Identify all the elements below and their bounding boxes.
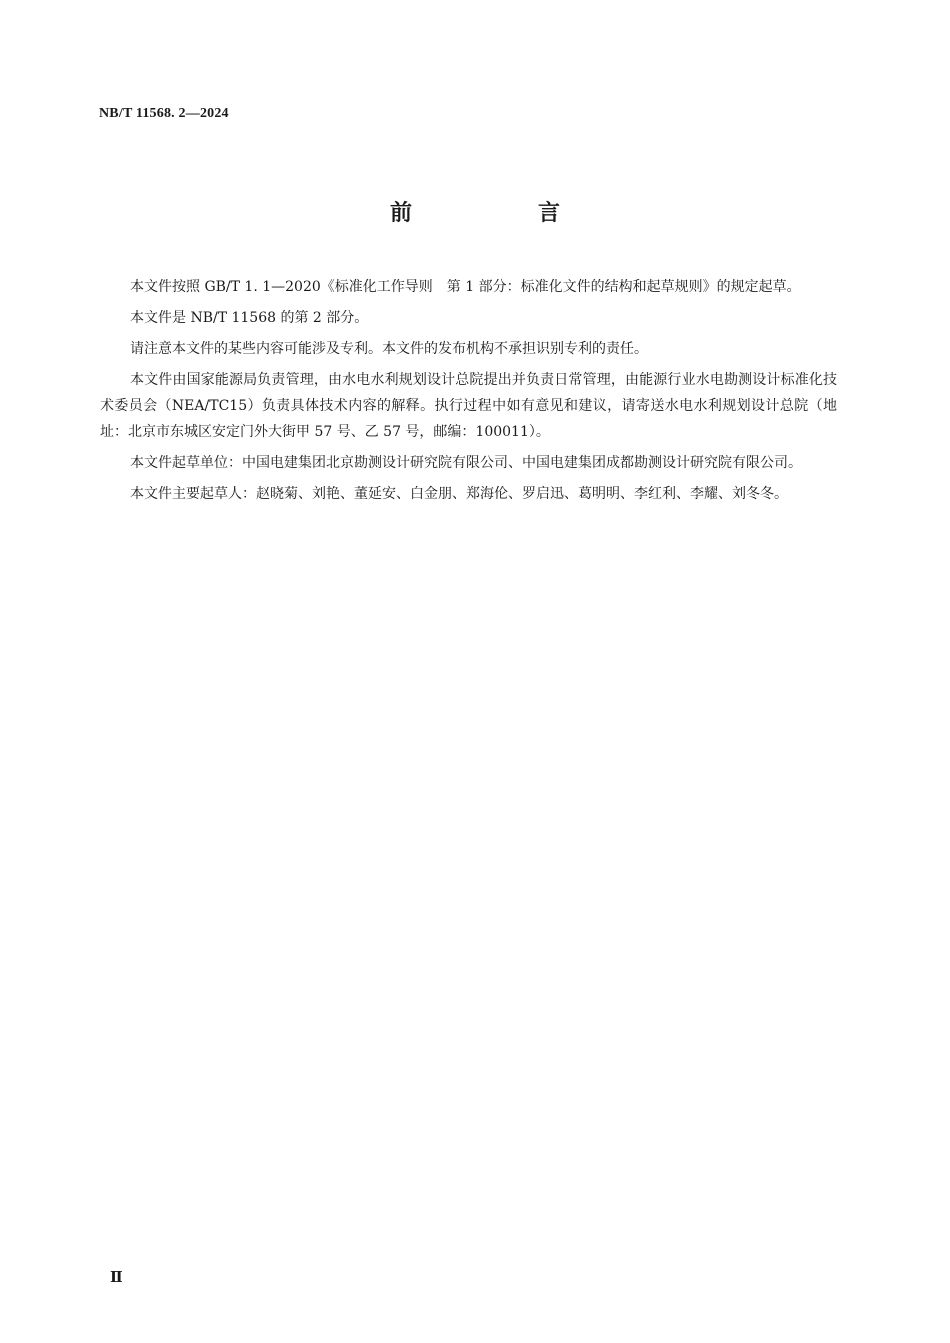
paragraph-drafting-rules: 本文件按照 GB/T 1. 1—2020《标准化工作导则 第 1 部分：标准化文件的结构和起草规则》的规定起草。 — [130, 279, 801, 295]
paragraph-management: 本文件由国家能源局负责管理，由水电水利规划设计总院提出并负责日常管理，由能源行业水电勘测设计标准化技术委员会（NEA/TC15）负责具体技术内容的解释。执行过程中如有意见和建议，请寄送水电水利规划设计总院（地址：北京市东城区安定门外大街甲 57 号、乙 57 号，邮编：100011）。 — [100, 372, 837, 440]
paragraph-drafters: 本文件主要起草人：赵晓菊、刘艳、董延安、白金朋、郑海伦、罗启迅、葛明明、李红利、李耀、刘冬冬。 — [130, 486, 788, 502]
paragraph-drafting-units: 本文件起草单位：中国电建集团北京勘测设计研究院有限公司、中国电建集团成都勘测设计研究院有限公司。 — [130, 455, 802, 471]
paragraph-part-info: 本文件是 NB/T 11568 的第 2 部分。 — [130, 310, 369, 326]
foreword-body — [100, 274, 837, 512]
document-code: NB/T 11568. 2—2024 — [99, 106, 229, 121]
paragraph-patent-notice: 请注意本文件的某些内容可能涉及专利。本文件的发布机构不承担识别专利的责任。 — [130, 341, 648, 357]
page-title: 前 言 — [389, 201, 612, 226]
page-number: Ⅱ — [110, 1270, 123, 1286]
